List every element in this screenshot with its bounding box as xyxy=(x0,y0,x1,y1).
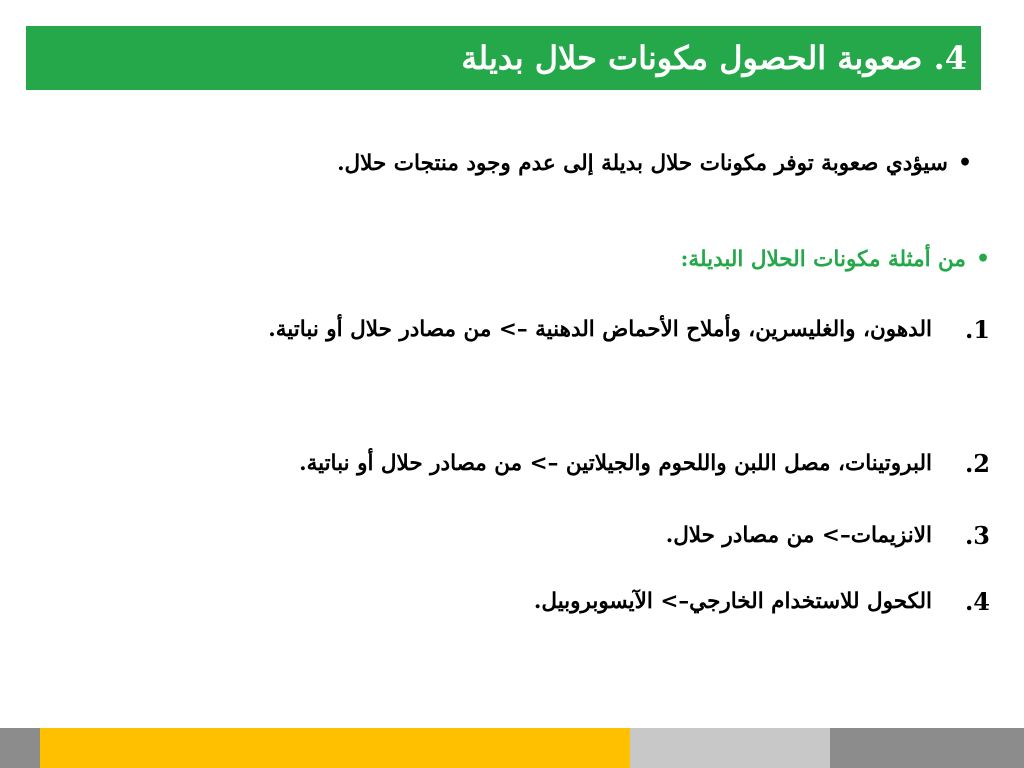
list-text: البروتينات، مصل اللبن واللحوم والجيلاتين –> من مصادر حلال أو نباتية. xyxy=(299,451,932,476)
list-item xyxy=(30,504,990,568)
list-text: الانزيمات–> من مصادر حلال. xyxy=(665,523,932,548)
footer-segment-gray-right xyxy=(830,728,1024,768)
list-number: 1. xyxy=(964,315,990,344)
footer-segment-gray-light xyxy=(630,728,830,768)
bullet-text: من أمثلة مكونات الحلال البديلة: xyxy=(680,247,966,272)
bullet-marker: • xyxy=(957,150,972,176)
list-number: 4. xyxy=(964,587,990,616)
list-item xyxy=(30,432,990,496)
list-item xyxy=(30,298,990,362)
footer-segment-yellow xyxy=(40,728,630,768)
footer-bar xyxy=(0,728,1024,768)
list-item xyxy=(30,570,990,634)
footer-segment-gray-left xyxy=(0,728,40,768)
bullet-1 xyxy=(30,150,996,176)
title-bar xyxy=(26,26,981,90)
list-text: الدهون، والغليسرين، وأملاح الأحماض الدهنية –> من مصادر حلال أو نباتية. xyxy=(268,317,932,342)
bullet-marker: • xyxy=(975,246,990,272)
bullet-2 xyxy=(30,246,996,272)
slide-title: 4. صعوبة الحصول مكونات حلال بديلة xyxy=(461,39,967,77)
bullet-text: سيؤدي صعوبة توفر مكونات حلال بديلة إلى عدم وجود منتجات حلال. xyxy=(337,151,948,176)
list-number: 2. xyxy=(964,449,990,478)
list-text: الكحول للاستخدام الخارجي–> الآيسوبروبيل. xyxy=(533,589,932,614)
list-number: 3. xyxy=(964,521,990,550)
